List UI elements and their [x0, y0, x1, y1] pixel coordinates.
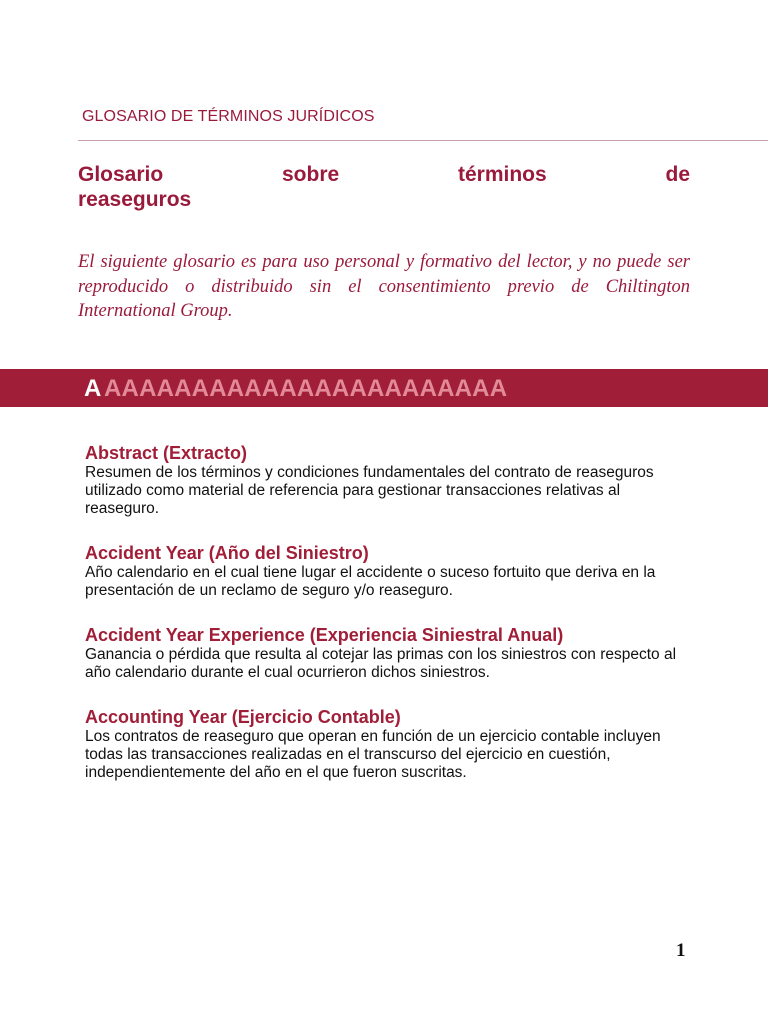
entry-definition: Ganancia o pérdida que resulta al cotejar las primas con los siniestros con respecto al año calendario durante el cual ocurrieron dichos siniestros. — [85, 646, 677, 681]
glossary-entry — [85, 626, 695, 682]
page-number: 1 — [676, 940, 686, 961]
page-title-line-1: Glosario sobre términos de — [78, 163, 690, 186]
entry-definition: Año calendario en el cual tiene lugar el accidente o suceso fortuito que deriva en la presentación de un reclamo de seguro y/o reaseguro. — [85, 564, 656, 599]
section-letter-decoration: AAAAAAAAAAAAAAAAAAAAAAA — [104, 375, 508, 402]
entry-term: Accident Year (Año del Siniestro) — [85, 543, 369, 563]
entry-definition: Resumen de los términos y condiciones fundamentales del contrato de reaseguros utilizado como material de referencia para gestionar transacciones relativas al reaseguro. — [85, 464, 654, 517]
section-label: GLOSARIO DE TÉRMINOS JURÍDICOS — [82, 108, 375, 125]
letter-section-band — [0, 369, 768, 407]
page-title — [78, 162, 690, 212]
intro-paragraph: El siguiente glosario es para uso personal y formativo del lector, y no puede ser reproducido o distribuido sin el consentimiento previo de Chiltington International Group. — [78, 252, 690, 321]
entry-term: Accident Year Experience (Experiencia Siniestral Anual) — [85, 625, 564, 645]
header-divider — [78, 140, 768, 141]
glossary-entry — [85, 544, 695, 600]
entry-definition: Los contratos de reaseguro que operan en función de un ejercicio contable incluyen todas las transacciones realizadas en el transcurso del ejercicio en cuestión, independientemente del año en el que fueron suscritas. — [85, 728, 661, 781]
glossary-entry — [85, 708, 695, 782]
page-title-line-2: reaseguros — [78, 188, 192, 211]
glossary-entry — [85, 444, 695, 518]
entry-term: Accounting Year (Ejercicio Contable) — [85, 707, 401, 727]
section-letter: A — [84, 375, 102, 402]
glossary-entries — [85, 444, 695, 808]
entry-term: Abstract (Extracto) — [85, 443, 248, 463]
